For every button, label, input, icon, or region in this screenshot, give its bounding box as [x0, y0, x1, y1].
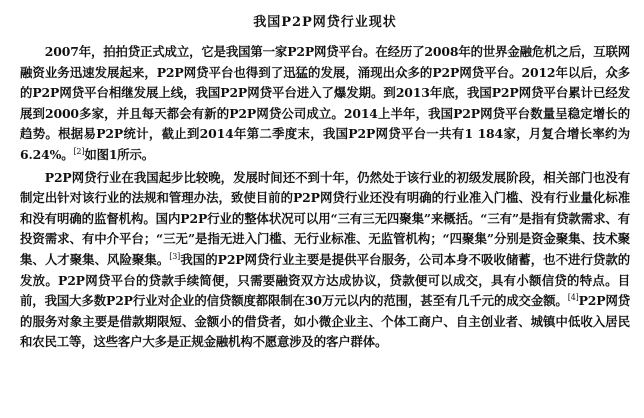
citation-ref-2: [2] [73, 146, 85, 156]
paragraph-2-part-2: 我国的P2P网贷行业主要是提供平台服务，公司本身不吸收储蓄，也不进行贷款的发放。P2P网贷平台的贷款手续简便，只需要融资双方达成协议，贷款便可以成交，具有小额信贷的特点。目前，我国大多数P2P行业对企业的信贷额度都限制在30万元以内的范围，甚至有几千元的成交金额。 [20, 251, 630, 309]
paragraph-2 [20, 168, 630, 353]
paragraph-1 [20, 42, 630, 166]
paragraph-1-text: 2007年，拍拍贷正式成立，它是我国第一家P2P网贷平台。在经历了2008年的世界金融危机之后，互联网融资业务迅速发展起来，P2P网贷平台也得到了迅猛的发展，涌现出众多的P2P网贷平台。2012年以后，众多的P2P网贷平台相继发展上线，我国P2P网贷平台进入了爆发期。到2013年底，我国P2P网贷平台累计已经发展到2000多家，并且每天都会有新的P2P网贷公司成立。2014上半年，我国P2P网贷平台数量呈稳定增长的趋势。根据易P2P统计，截止到2014年第二季度末，我国P2P网贷平台一共有1 184家，月复合增长率约为6.24%。 [20, 44, 630, 162]
document-title: 我国P2P网贷行业现状 [253, 15, 397, 30]
citation-ref-3: [3] [169, 251, 181, 261]
citation-ref-4: [4] [567, 293, 579, 302]
paragraph-1-tail: 如图1所示。 [84, 146, 155, 162]
paragraph-2-part-3: P2P网贷的服务对象主要是借款期限短、金额小的借贷者，如小微企业主、个体工商户、自主创业者、城镇中低收入居民和农民工等，这些客户大多是正规金融机构不愿意涉及的客户群体。 [20, 293, 630, 350]
paragraph-2-part-1: P2P网贷行业在我国起步比较晚，发展时间还不到十年，仍然处于该行业的初级发展阶段，相关部门也没有制定出针对该行业的法规和管理办法，致使目前的P2P网贷行业还没有明确的行业准入门槛、没有行业量化标准和没有明确的监督机构。国内P2P行业的整体状况可以用“三有三无四聚集”来概括。“三有”是指有贷款需求、有投资需求、有中介平台；“三无”是指无进入门槛、无行业标准、无监管机构；“四聚集”分别是资金聚集、技术聚集、人才聚集、风险聚集。 [20, 169, 630, 267]
